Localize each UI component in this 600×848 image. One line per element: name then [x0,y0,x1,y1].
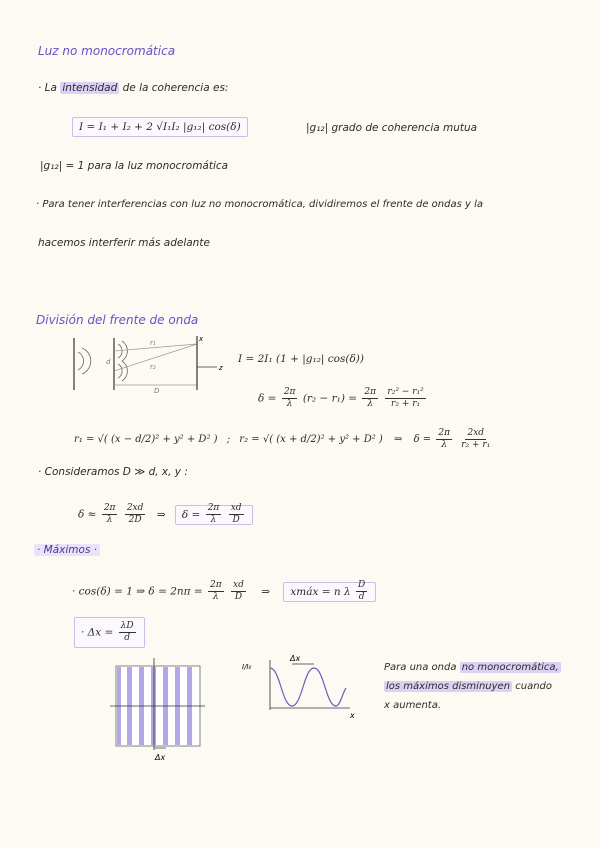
non-monochromatic-note [384,658,561,715]
note-line-2-post: cuando [515,681,553,692]
approx-frac-2: $\frac{2xd}{2D}$ [126,503,144,525]
axis-z-label: z [219,364,223,372]
fringe-pattern-plot [108,656,208,764]
approx-box-lhs: δ = [181,508,201,521]
slit-distance-label: d [106,358,111,366]
r2-label: r₂ [150,363,156,371]
delta-frac-3: $\frac{\text{r₂² − r₁²}}{\text{r₂ + r₁}}$ [387,387,424,409]
intensity-label-pre: · La [38,82,57,94]
note-line-1-highlight: no monocromática, [461,662,559,673]
delta-final-frac-1: $\frac{2\pi}{\lambda}$ [438,428,451,450]
intensity-dx-label: Δx [290,654,301,663]
double-slit-diagram [62,334,227,394]
intensity-plot [240,652,360,724]
section-title-wavefront: División del frente de onda [36,313,199,327]
approx-frac-1: $\frac{2\pi}{\lambda}$ [103,503,116,525]
intensity-equation: I = 2I₁ (1 + |g₁₂| cos(δ)) [238,353,364,365]
intensity-axis-label: I/I₀ [242,663,252,671]
fringe-spacing-box [74,617,145,648]
delta-final-frac-2: $\frac{2xd}{\text{r₂ + r₁}}$ [461,428,491,450]
monochromatic-note: |g₁₂| = 1 para la luz monocromática [40,160,229,172]
note-line-1-pre: Para una onda [384,662,457,673]
intensity-label-post: de la coherencia es: [122,82,229,94]
xmax-lhs: xmáx = n λ [290,585,351,598]
interference-line-2: hacemos interferir más adelante [38,237,210,249]
delta-frac-2: $\frac{2\pi}{\lambda}$ [364,387,377,409]
maxima-condition [72,580,376,603]
delta-lhs: δ = [258,392,277,405]
page-title: Luz no monocromática [38,44,176,58]
intensity-highlight: intensidad [62,82,118,94]
approx-arrow: ⇒ [156,508,166,521]
approx-box-frac-1: $\frac{2\pi}{\lambda}$ [207,503,220,525]
r-definitions [74,428,494,451]
delta-final-lhs: δ = [413,434,432,445]
approx-result-box [175,505,253,525]
xmax-frac: $\frac{D}{d}$ [358,580,366,602]
r2-equation: r₂ = √( (x + d/2)² + y² + D² ) [239,434,383,445]
intensity-label [38,82,228,94]
maxima-cond-text: · cos(δ) = 1 ⇒ δ = 2nπ = [72,585,203,598]
xmax-box [283,582,376,602]
consider-condition: · Consideramos D ≫ d, x, y : [38,466,188,478]
maxima-arrow: ⇒ [261,585,271,598]
approx-lhs: δ ≈ [78,508,97,521]
delta-equation [258,387,428,410]
coherence-note: |g₁₂| grado de coherencia mutua [306,122,478,134]
maxima-frac-2: $\frac{xd}{D}$ [233,580,244,602]
maxima-frac-1: $\frac{2\pi}{\lambda}$ [210,580,222,602]
coherence-formula-box: I = I₁ + I₂ + 2 √I₁I₂ |g₁₂| cos(δ) [72,117,248,137]
note-line-3: x aumenta. [384,700,442,711]
approx-box-frac-2: $\frac{xd}{D}$ [230,503,242,525]
interference-line-1: · Para tener interferencias con luz no monocromática, dividiremos el frente de ondas y la [36,199,484,210]
note-line-2-highlight: los máximos disminuyen [386,681,511,692]
delta-mid: (r₂ − r₁) = [302,392,358,405]
r-separator: ; [226,434,231,445]
delta-frac-1: $\frac{2\pi}{\lambda}$ [283,387,296,409]
delta-approximation [78,503,253,526]
note-line-1 [384,658,561,677]
dx-frac: $\frac{\lambda D}{d}$ [120,621,134,643]
maxima-title: · Máximos · [34,544,100,556]
screen-distance-label: D [154,387,160,394]
r1-label: r₁ [150,339,156,347]
r1-equation: r₁ = √( (x − d/2)² + y² + D² ) [74,434,218,445]
note-line-2 [384,677,561,696]
fringe-dx-label: Δx [155,753,166,762]
axis-x-label: x [199,335,204,343]
intensity-x-label: x [350,711,355,720]
dx-lhs: · Δx = [81,626,114,639]
implies-arrow: ⇒ [394,434,403,445]
